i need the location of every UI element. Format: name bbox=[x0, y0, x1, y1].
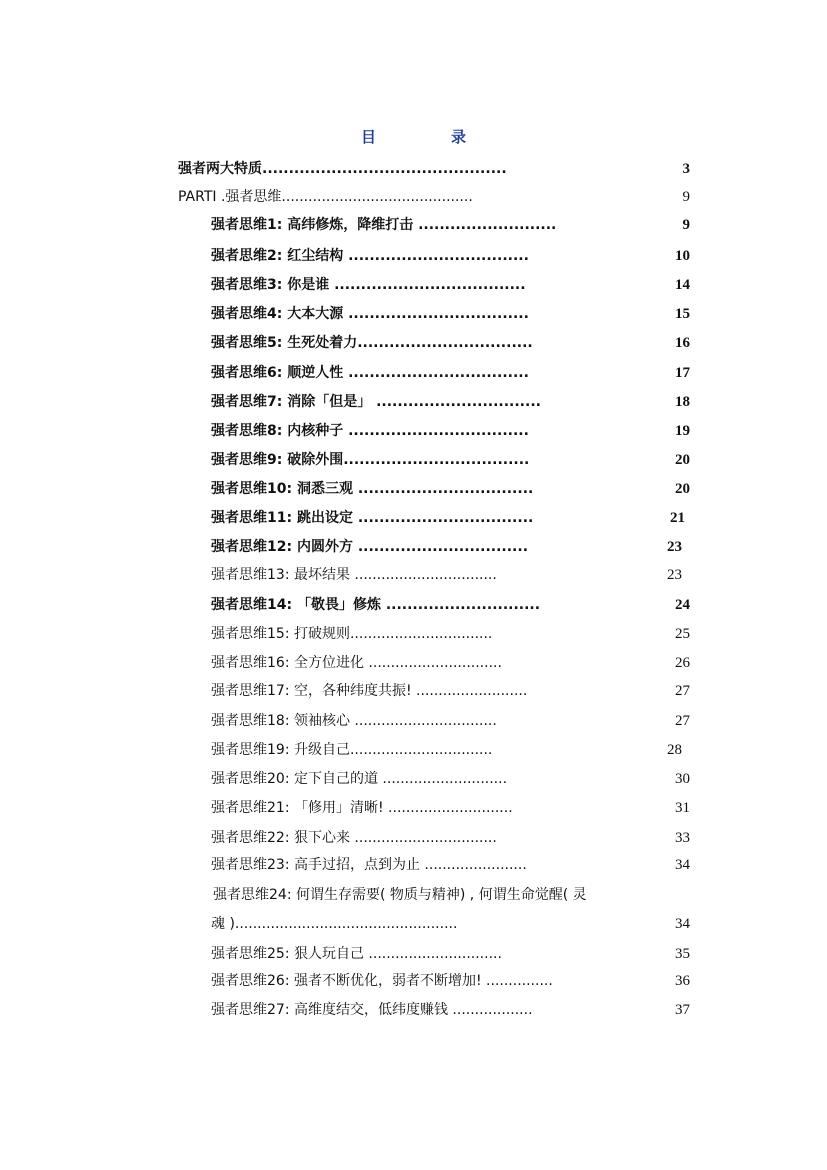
toc-entry-text: 强者思维4: 大本大源 .................................. bbox=[211, 306, 529, 322]
toc-entry-text: 强者思维14: 「敬畏」修炼 ............................. bbox=[211, 597, 541, 613]
toc-entry-text: 强者思维9: 破除外围................................... bbox=[211, 452, 530, 468]
toc-entry-page: 20 bbox=[675, 481, 690, 497]
toc-entry-page: 36 bbox=[675, 973, 690, 989]
toc-entry-page: 17 bbox=[675, 365, 690, 381]
toc-entry-text: 强者思维21: 「修用」清晰! ............................ bbox=[211, 800, 513, 816]
toc-entry-page: 21 bbox=[670, 510, 685, 526]
toc-entry-page: 37 bbox=[675, 1002, 690, 1018]
toc-entry-page: 16 bbox=[675, 335, 690, 351]
toc-entry-page: 20 bbox=[675, 452, 690, 468]
toc-entry-text: 强者思维26: 强者不断优化，弱者不断增加! ............... bbox=[211, 973, 553, 989]
toc-entry-text: 强者思维6: 顺逆人性 .................................. bbox=[211, 365, 529, 381]
toc-entry-page: 34 bbox=[675, 916, 690, 932]
toc-entry-page: 27 bbox=[675, 683, 690, 699]
toc-entry-text: 强者思维5: 生死处着力................................. bbox=[211, 335, 533, 351]
toc-entry-text: 强者思维10: 洞悉三观 ................................. bbox=[211, 481, 534, 497]
toc-entry-page: 26 bbox=[675, 655, 690, 671]
toc-entry-page: 35 bbox=[675, 946, 690, 962]
toc-title: 目 录 bbox=[360, 128, 496, 146]
toc-entry-page: 34 bbox=[675, 857, 690, 873]
toc-entry-text: 强者思维15: 打破规则................................ bbox=[211, 626, 493, 642]
toc-entry-text: 强者思维27: 高维度结交，低纬度赚钱 .................. bbox=[211, 1002, 533, 1018]
toc-entry-text: 强者思维8: 内核种子 .................................. bbox=[211, 423, 529, 439]
toc-entry-page: 19 bbox=[675, 423, 690, 439]
toc-entry-text: 强者思维25: 狠人玩自己 .............................. bbox=[211, 946, 502, 962]
toc-entry-text: 强者思维11: 跳出设定 ................................. bbox=[211, 510, 534, 526]
toc-entry-page: 9 bbox=[682, 189, 690, 205]
toc-entry-page: 14 bbox=[675, 277, 690, 293]
toc-entry-text: 强者思维23: 高手过招，点到为止 ....................... bbox=[211, 857, 527, 873]
toc-entry-text: 强者思维17: 空，各种纬度共振! ......................... bbox=[211, 683, 528, 699]
toc-entry-text: 强者两大特质.............................................. bbox=[178, 161, 507, 177]
toc-entry-text: 强者思维22: 狠下心来 ................................ bbox=[211, 830, 497, 846]
toc-entry-text: 强者思维1: 高纬修炼，降维打击 .......................... bbox=[211, 217, 557, 233]
toc-entry-text-line2: 魂 ).................................................. bbox=[211, 916, 458, 932]
toc-entry-text: 强者思维18: 领袖核心 ................................ bbox=[211, 713, 497, 729]
toc-entry-page: 31 bbox=[675, 800, 690, 816]
toc-entry-page: 27 bbox=[675, 713, 690, 729]
toc-entry-text: 强者思维19: 升级自己................................ bbox=[211, 742, 493, 758]
toc-entry-text: 强者思维2: 红尘结构 .................................. bbox=[211, 248, 529, 264]
toc-entry-page: 15 bbox=[675, 306, 690, 322]
toc-entry-page: 10 bbox=[675, 248, 690, 264]
toc-entry-text: 强者思维7: 消除「但是」 ............................... bbox=[211, 394, 541, 410]
toc-entry-page: 33 bbox=[675, 830, 690, 846]
toc-entry-text: 强者思维12: 内圆外方 ................................ bbox=[211, 539, 529, 555]
toc-entry-text-line1: 强者思维24: 何谓生存需要( 物质与精神) , 何谓生命觉醒( 灵 bbox=[213, 887, 587, 903]
toc-entry-page: 30 bbox=[675, 771, 690, 787]
toc-entry-text: 强者思维16: 全方位进化 .............................. bbox=[211, 655, 502, 671]
toc-entry-text: PARTI .强者思维........................................... bbox=[178, 189, 473, 205]
toc-entry-page: 28 bbox=[667, 742, 682, 758]
toc-entry-text: 强者思维13: 最坏结果 ................................ bbox=[211, 567, 497, 583]
toc-entry-text: 强者思维3: 你是谁 .................................... bbox=[211, 277, 526, 293]
toc-entry-page: 3 bbox=[682, 161, 690, 177]
toc-entry-text: 强者思维20: 定下自己的道 ............................ bbox=[211, 771, 508, 787]
toc-entry-page: 9 bbox=[682, 217, 690, 233]
toc-entry-page: 18 bbox=[675, 394, 690, 410]
toc-entry-page: 24 bbox=[675, 597, 690, 613]
toc-entry-page: 25 bbox=[675, 626, 690, 642]
toc-entry-page: 23 bbox=[667, 539, 682, 555]
toc-entry-page: 23 bbox=[667, 567, 682, 583]
